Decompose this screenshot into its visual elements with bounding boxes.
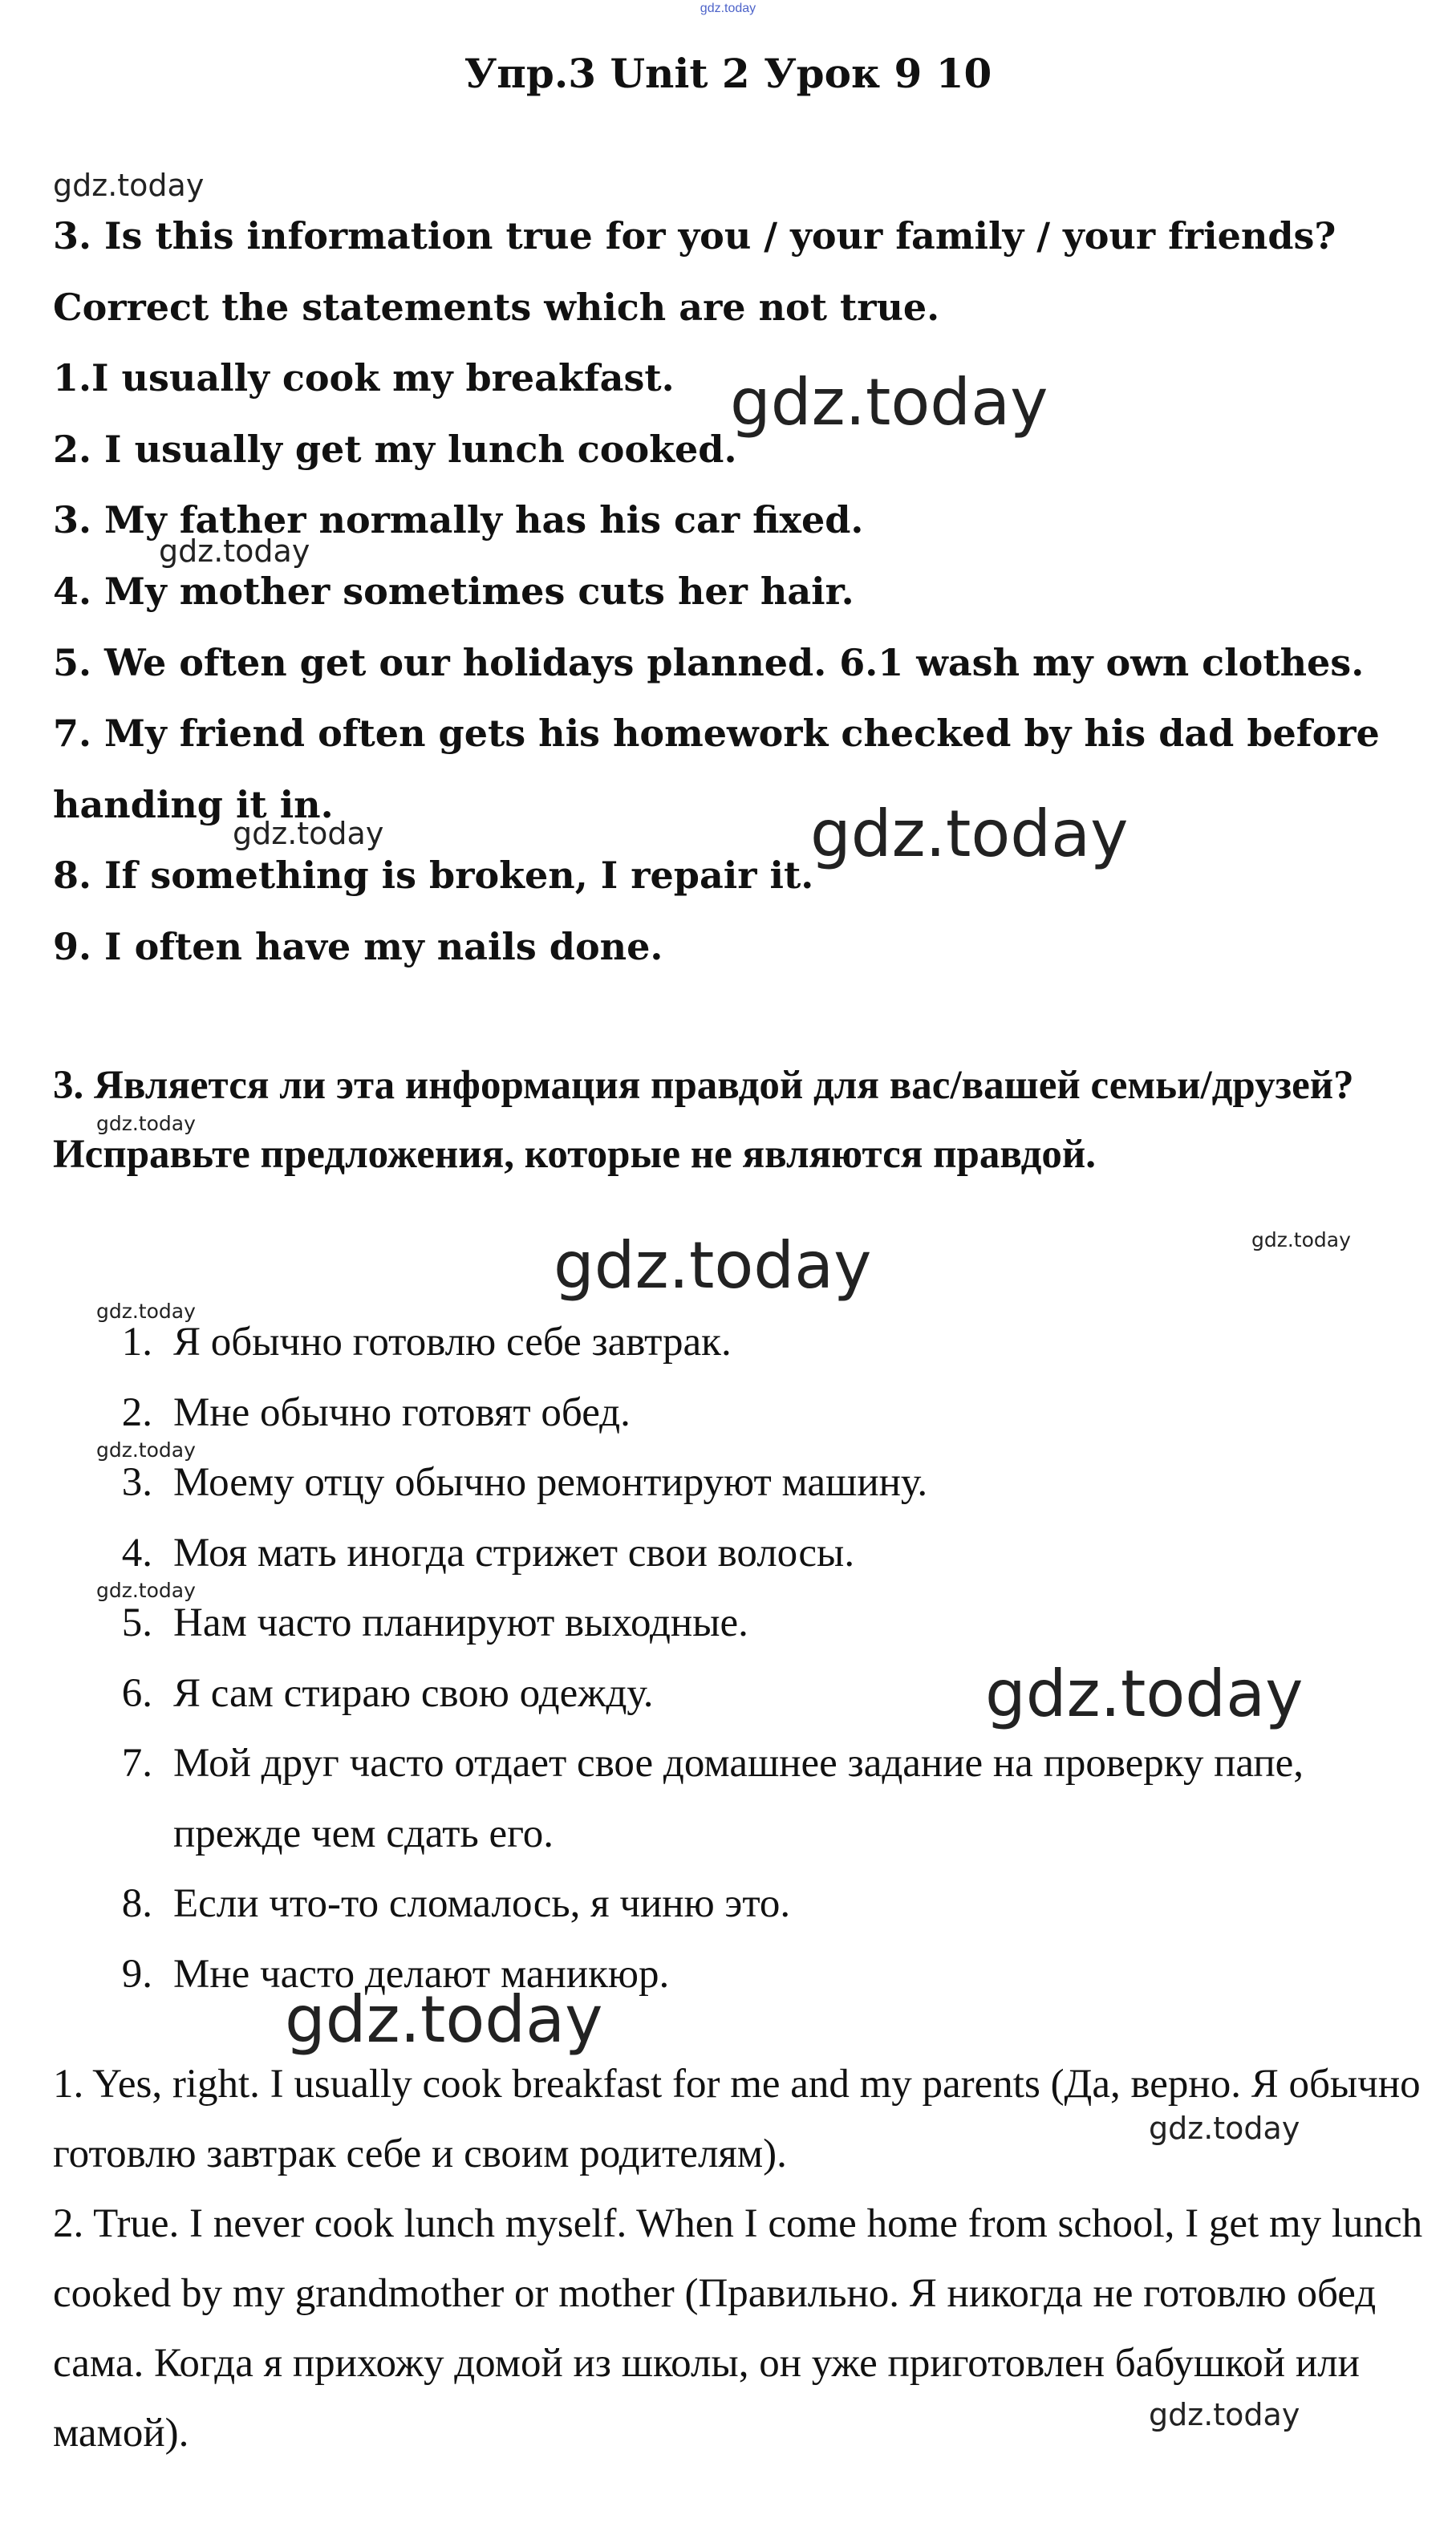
- list-item-number: 5.: [121, 1600, 152, 1645]
- english-task-line: handing it in.: [53, 782, 334, 826]
- list-item-text: Я сам стираю свою одежду.: [173, 1670, 654, 1716]
- list-item-text: Нам часто планируют выходные.: [173, 1600, 748, 1645]
- watermark: gdz.today: [233, 816, 384, 851]
- watermark: gdz.today: [96, 1579, 196, 1602]
- list-item-number: 3.: [121, 1460, 152, 1505]
- watermark: gdz.today: [1251, 1228, 1351, 1251]
- english-task-line: 2. I usually get my lunch cooked.: [53, 427, 737, 471]
- list-item-text: Моя мать иногда стрижет свои волосы.: [173, 1530, 855, 1576]
- list-item: [104, 1378, 1436, 1449]
- english-task-line: 1.I usually cook my breakfast.: [53, 356, 675, 400]
- list-item-number: 1.: [121, 1320, 152, 1365]
- watermark: gdz.today: [1149, 2397, 1300, 2432]
- list-item-number: 4.: [121, 1530, 152, 1576]
- watermark: gdz.today: [96, 1438, 196, 1462]
- list-item: [104, 1869, 1436, 1940]
- list-item-text: Мне обычно готовят обед.: [173, 1389, 631, 1435]
- list-item: [104, 1519, 1436, 1589]
- watermark: gdz.today: [285, 1982, 603, 2057]
- answer-paragraph: 1. Yes, right. I usually cook breakfast for me and my parents (Да, верно. Я обычно готовлю завтрак себе и своим родителям).: [53, 2062, 1421, 2176]
- list-item: [104, 1588, 1436, 1659]
- russian-task-heading: [53, 1051, 1433, 1189]
- watermark: gdz.today: [730, 365, 1048, 440]
- list-item-number: 8.: [121, 1881, 152, 1926]
- english-task-line: Correct the statements which are not true.: [53, 285, 940, 329]
- english-task-line: 4. My mother sometimes cuts her hair.: [53, 569, 854, 613]
- watermark: gdz.today: [159, 533, 310, 569]
- english-task: [53, 201, 1433, 983]
- watermark: gdz.today: [53, 168, 205, 203]
- english-task-line: 7. My friend often gets his homework checked by his dad before: [53, 712, 1380, 756]
- list-item-text: Я обычно готовлю себе завтрак.: [173, 1320, 732, 1365]
- top-watermark: gdz.today: [700, 2, 756, 15]
- english-task-line: 3. Is this information true for you / your family / your friends?: [53, 214, 1336, 258]
- list-item-text: Моему отцу обычно ремонтируют машину.: [173, 1460, 928, 1505]
- list-item-number: 6.: [121, 1670, 152, 1716]
- watermark: gdz.today: [985, 1657, 1304, 1731]
- watermark: gdz.today: [1149, 2111, 1300, 2146]
- list-item: [104, 1448, 1436, 1519]
- list-item-number: 2.: [121, 1389, 152, 1435]
- page-title: Упр.3 Unit 2 Урок 9 10: [464, 50, 992, 97]
- list-item-text: Мне часто делают маникюр.: [173, 1951, 670, 1997]
- english-task-line: 8. If something is broken, I repair it.: [53, 854, 814, 898]
- list-item: [104, 1729, 1436, 1869]
- english-task-line: 5. We often get our holidays planned. 6.1 wash my own clothes.: [53, 640, 1365, 684]
- list-item-number: 7.: [121, 1741, 152, 1786]
- list-item-text: Мой друг часто отдает свое домашнее задание на проверку папе, прежде чем сдать его.: [173, 1741, 1304, 1856]
- english-task-line: 3. My father normally has his car fixed.: [53, 498, 864, 542]
- russian-task-heading-text: 3. Является ли эта информация правдой для вас/вашей семьи/друзей? Исправьте предложения, которые не являются правдой.: [53, 1063, 1354, 1177]
- list-item: [104, 1308, 1436, 1378]
- answer-paragraph: 2. True. I never cook lunch myself. When I come home from school, I get my lunch cooked by my grandmother or mother (Правильно. Я никогда не готовлю обед сама. Когда я прихожу домой из школы, он уже приготовлен бабушкой или мамой).: [53, 2201, 1423, 2456]
- watermark: gdz.today: [810, 797, 1129, 871]
- watermark: gdz.today: [96, 1112, 196, 1135]
- watermark: gdz.today: [554, 1228, 872, 1303]
- list-item-number: 9.: [121, 1951, 152, 1997]
- english-task-line: 9. I often have my nails done.: [53, 924, 663, 968]
- list-item-text: Если что-то сломалось, я чиню это.: [173, 1881, 791, 1926]
- watermark: gdz.today: [96, 1300, 196, 1323]
